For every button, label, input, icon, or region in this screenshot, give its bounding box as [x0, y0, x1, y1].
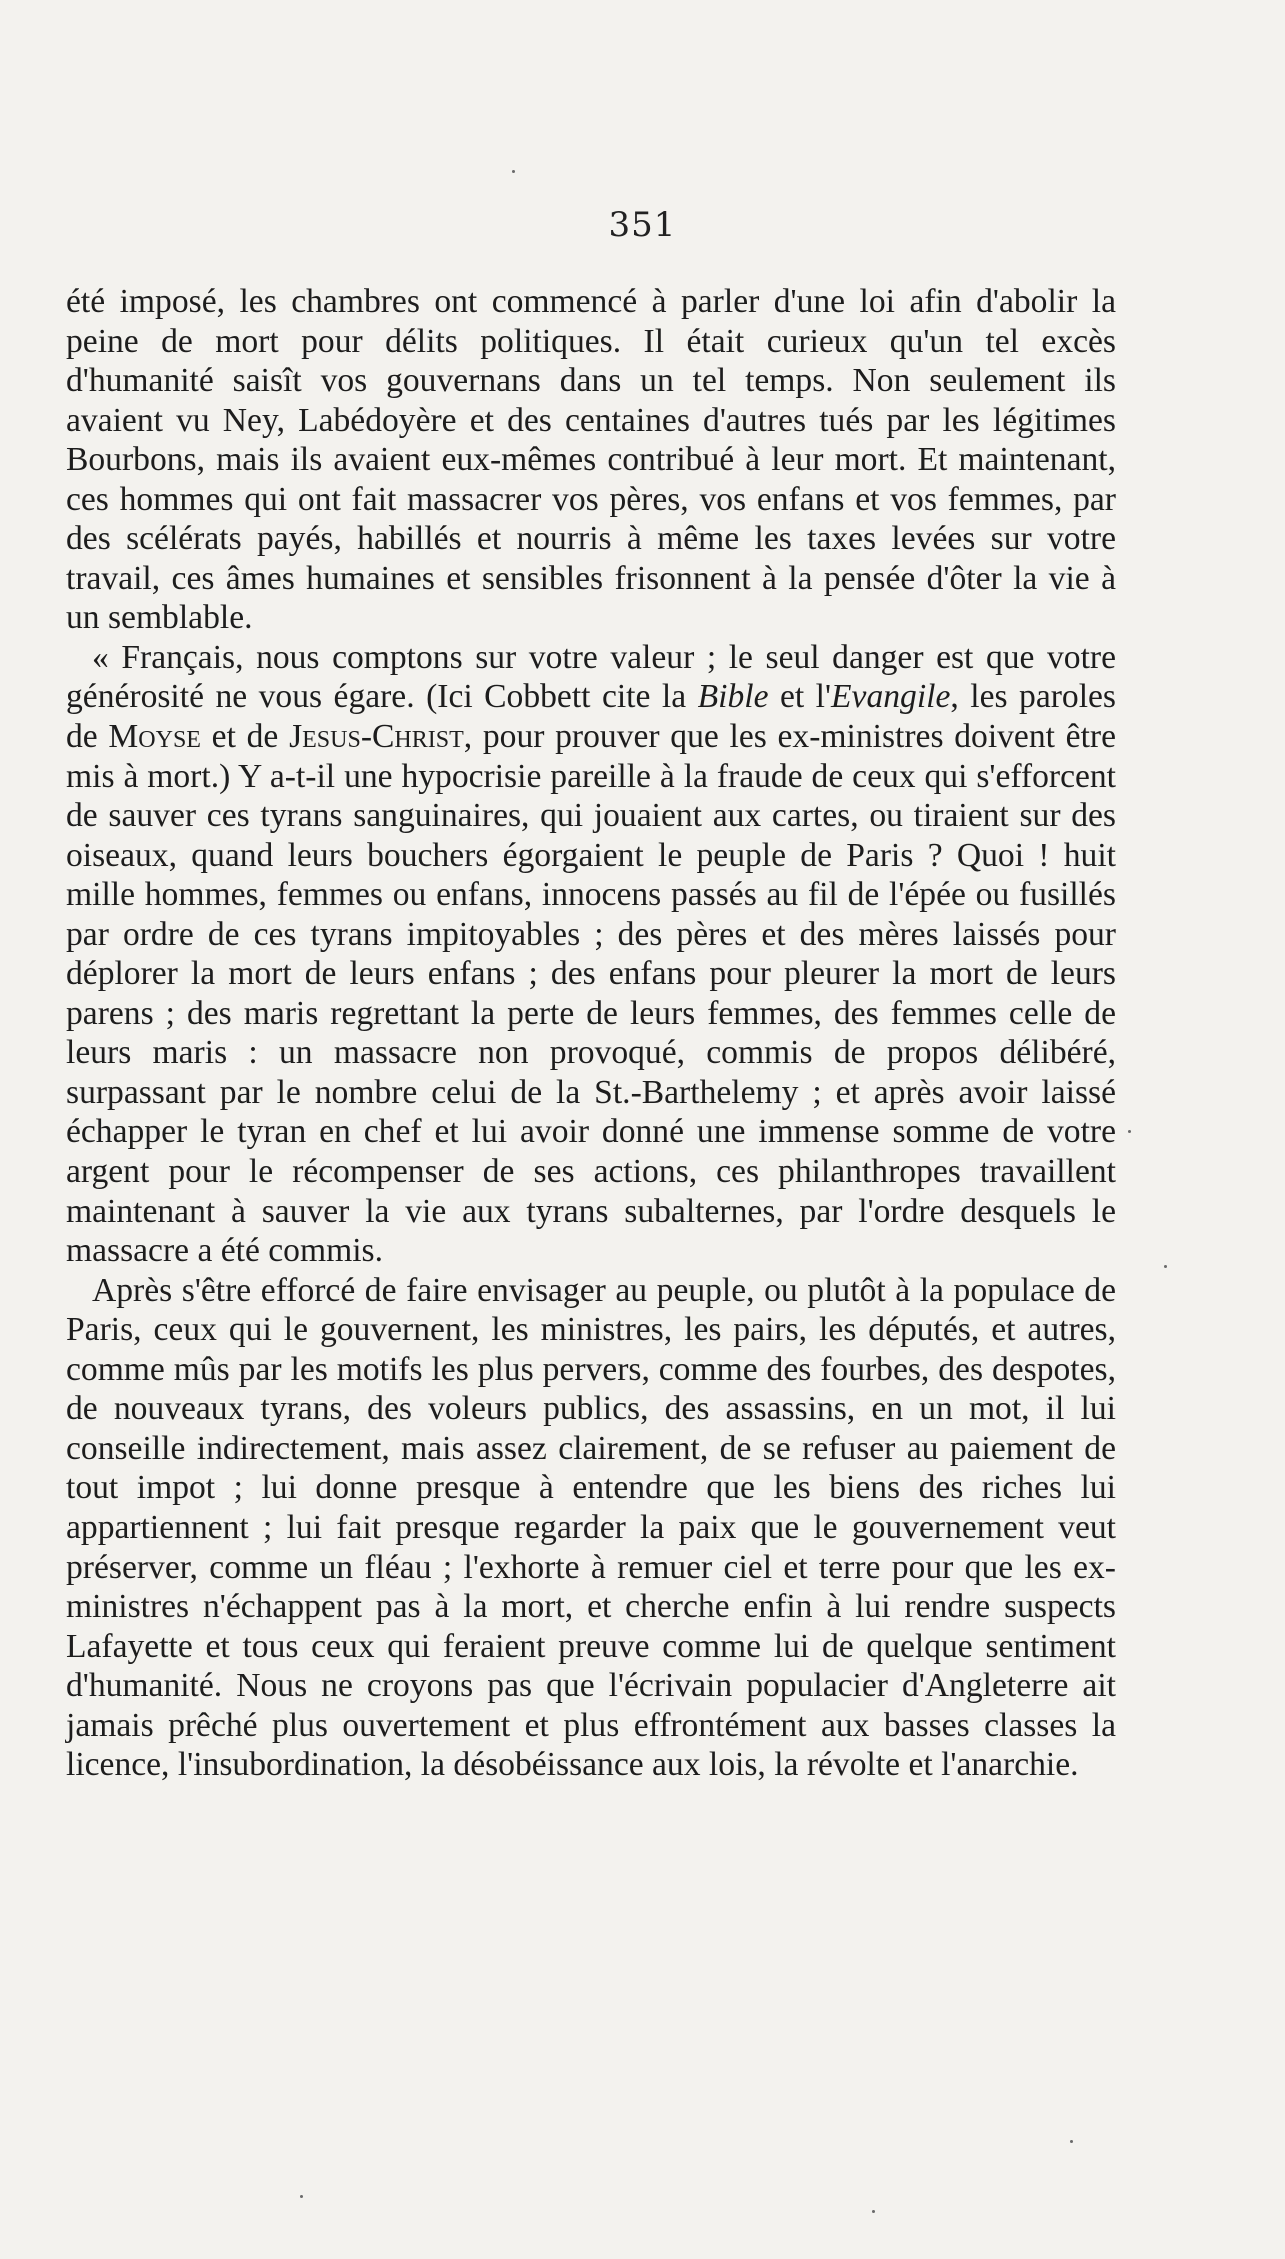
body-text: [66, 282, 1116, 1785]
scan-speck: [1070, 2140, 1073, 2143]
italic-word-bible: Bible: [697, 678, 769, 716]
paragraph-2-segment: « Français, nous comptons sur votre valeur ; le seul danger est que votre générosité ne vous égare. (Ici Cobbett cite la: [66, 638, 1116, 716]
paragraph-3: Après s'être efforcé de faire envisager au peuple, ou plutôt à la populace de Paris, ceux qui le gouvernent, les ministres, les pairs, les députés, et autres, comme mûs par les motifs les plus pervers, comme des fourbes, des despotes, de nouveaux tyrans, des voleurs publics, des assassins, en un mot, il lui conseille indirectement, mais assez clairement, de se refuser au paiement de tout impot ; lui donne presque à entendre que les biens des riches lui appartiennent ; lui fait presque regarder la paix que le gouvernement veut préserver, comme un fléau ; l'exhorte à remuer ciel et terre pour que les ex-ministres n'échappent pas à la mort, et cherche enfin à lui rendre suspects Lafayette et tous ceux qui feraient preuve comme lui de quelque sentiment d'humanité. Nous ne croyons pas que l'écrivain populacier d'Angleterre ait jamais prêché plus ouvertement et plus effrontément aux basses classes la licence, l'insubordination, la désobéissance aux lois, la révolte et l'anarchie.: [66, 1271, 1116, 1784]
scan-speck: [512, 170, 515, 173]
smallcaps-name-jesus-christ: Jesus-Christ: [289, 718, 464, 756]
paragraph-2: [66, 638, 1116, 1271]
paragraph-2-segment: , pour prouver que les ex-ministres doivent être mis à mort.) Y a-t-il une hypocrisie pareille à la fraude de ceux qui s'efforcent de sauver ces tyrans sanguinaires, qui jouaient aux cartes, ou tiraient sur des oiseaux, quand leurs bouchers égorgaient le peuple de Paris ? Quoi ! huit mille hommes, femmes ou enfans, innocens passés au fil de l'épée ou fusillés par ordre de ces tyrans impitoyables ; des pères et des mères laissés pour déplorer la mort de leurs enfans ; des enfans pour pleurer la mort de leurs parens ; des maris regrettant la perte de leurs femmes, des femmes celle de leurs maris : un massacre non provoqué, commis de propos délibéré, surpassant par le nombre celui de la St.-Barthelemy ; et après avoir laissé échapper le tyran en chef et lui avoir donné une immense somme de votre argent pour le récompenser de ses actions, ces philanthropes travaillent maintenant à sauver la vie aux tyrans subalternes, par l'ordre desquels le massacre a été commis.: [66, 718, 1117, 1270]
page-number: 351: [608, 205, 677, 245]
scan-speck: [872, 2210, 875, 2213]
paragraph-2-segment: , les paroles de: [66, 678, 1116, 756]
paragraph-2-segment: et l': [768, 678, 832, 716]
paragraph-2-segment: et de: [200, 718, 290, 756]
paragraph-1: été imposé, les chambres ont commencé à parler d'une loi afin d'abolir la peine de mort pour délits politiques. Il était curieux qu'un tel excès d'humanité saisît vos gouvernans dans un tel temps. Non seulement ils avaient vu Ney, Labédoyère et des centaines d'autres tués par les légitimes Bourbons, mais ils avaient eux-mêmes contribué à leur mort. Et maintenant, ces hommes qui ont fait massacrer vos pères, vos enfans et vos femmes, par des scélérats payés, habillés et nourris à même les taxes levées sur votre travail, ces âmes humaines et sensibles frisonnent à la pensée d'ôter la vie à un semblable.: [66, 283, 1116, 637]
scan-speck: [1164, 1265, 1167, 1268]
scan-speck: [1128, 1130, 1131, 1133]
smallcaps-name-moyse: Moyse: [108, 718, 201, 756]
italic-word-evangile: Evangile: [831, 678, 951, 716]
scan-speck: [300, 2195, 303, 2198]
